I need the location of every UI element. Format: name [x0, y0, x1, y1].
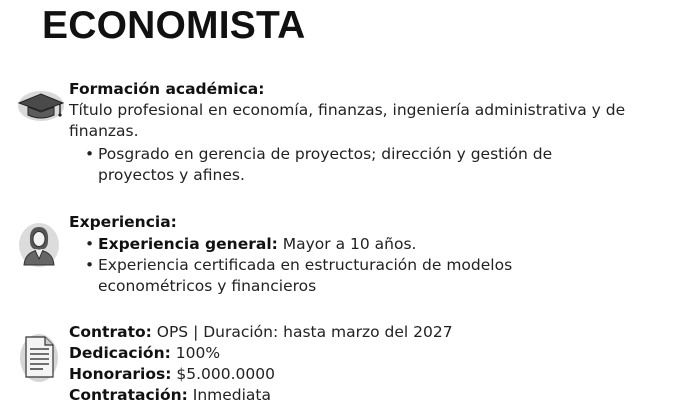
- contrato-row: [69, 322, 453, 343]
- honorarios-row: [69, 364, 453, 385]
- formacion-list: [85, 144, 618, 186]
- formacion-text: Título profesional en economía, finanzas, ingeniería administrativa y de finanzas.: [69, 101, 626, 140]
- document-icon: [18, 331, 60, 383]
- graduation-cap-icon: [16, 86, 66, 124]
- formacion-bullet-text: Posgrado en gerencia de proyectos; dirección y gestión de proyectos y afines.: [98, 145, 553, 184]
- bullet-dot: •: [85, 256, 95, 274]
- page-title: ECONOMISTA: [42, 4, 306, 47]
- contrato-rows: [69, 322, 453, 406]
- honorarios-value: $5.000.0000: [171, 365, 275, 383]
- experiencia-general-value: Mayor a 10 años.: [277, 235, 417, 253]
- bullet-dot: •: [85, 235, 95, 253]
- person-icon: [17, 219, 61, 269]
- bullet-dot: •: [85, 145, 95, 163]
- list-item: [85, 255, 568, 297]
- formacion-heading: Formación académica:: [69, 80, 265, 98]
- contrato-label: Contrato:: [69, 323, 152, 341]
- list-item: [85, 144, 618, 186]
- dedicacion-row: [69, 343, 453, 364]
- list-item: [85, 234, 568, 255]
- dedicacion-label: Dedicación:: [69, 344, 171, 362]
- contratacion-row: [69, 385, 453, 406]
- contratacion-label: Contratación:: [69, 386, 188, 404]
- contratacion-value: Inmediata: [187, 386, 272, 404]
- dedicacion-value: 100%: [170, 344, 221, 362]
- experiencia-general-label: Experiencia general:: [98, 235, 278, 253]
- experiencia-certificada-text: Experiencia certificada en estructuración de modelos econométricos y financieros: [98, 256, 513, 295]
- contrato-value: OPS | Duración: hasta marzo del 2027: [151, 323, 453, 341]
- experiencia-heading: Experiencia:: [69, 213, 177, 231]
- experiencia-list: [85, 234, 568, 297]
- honorarios-label: Honorarios:: [69, 365, 172, 383]
